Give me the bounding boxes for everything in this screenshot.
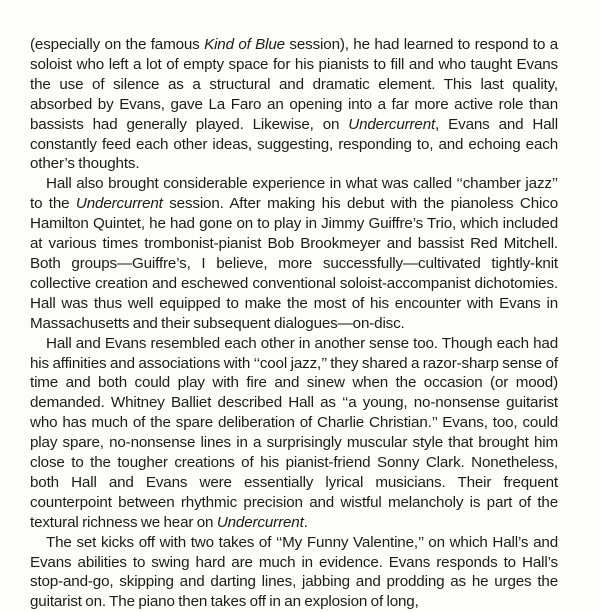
album-title: Undercurrent: [216, 513, 304, 531]
paragraph-2: [30, 174, 558, 333]
album-title: Undercurrent: [75, 195, 163, 213]
text-run: Hall and Evans resembled each other in another sense too. Though each had his affinities and associations with ‘‘cool jazz,’’ they shared a razor-sharp sense of time and both could play with fire and sinew when the occasion (or mood) demanded. Whitney Balliet described Hall as ‘‘a young, no-nonsense guitarist who has much of the spare deliberation of Charlie Christian.’’ Evans, too, could play spare, no-nonsense lines in a surprisingly muscular style that brought him close to the tougher creations of his pianist-friend Sonny Clark. Nonetheless, both Hall and Evans were essentially lyrical musicians. Their frequent counterpoint between rhythmic precision and wistful melancholy is part of the textural richness we hear on: [30, 334, 558, 531]
paragraph-1: [30, 35, 558, 174]
paragraph-3: [30, 334, 558, 533]
text-run: .: [303, 513, 308, 531]
text-run: session), he had learned to respond to a soloist who left a lot of empty space for his pianists to fill and who taught Evans the use of silence as a structural and dramatic element. This last quality, absorbed by Evans, gave La Faro an opening into a far more active role than bassists had generally played. Likewise, on: [30, 36, 559, 133]
album-title: Kind of Blue: [204, 36, 285, 53]
paragraph-4: [30, 533, 558, 612]
body-text: [30, 35, 558, 612]
text-run: Hall also brought considerable experience in what was called ‘‘chamber jazz’’ to the: [30, 175, 558, 213]
text-run: session. After making his debut with the pianoless Chico Hamilton Quintet, he had gone on to play in Jimmy Guiffre’s Trio, which included at various times trombonist-pianist Bob Brookmeyer and bassist Red Mitchell. Both groups—Guiffre’s, I believe, more successfully—cultivated tightly-knit collective creation and eschewed conventional soloist-accompanist dichotomies. Hall was thus well equipped to make the most of his encounter with Evans in Massachusetts and their subsequent dialogues—on-disc.: [30, 195, 558, 332]
text-run: The set kicks off with two takes of ‘‘My Funny Valentine,’’ on which Hall’s and Evans abilities to swing hard are much in evidence. Evans responds to Hall’s stop-and-go, skipping and darting lines, jabbing and prodding as he urges the guitarist on. The piano then takes off in an explosion of long,: [30, 533, 558, 611]
text-run: (especially on the famous: [30, 36, 205, 53]
text-run: , Evans and Hall constantly feed each other ideas, suggesting, responding to, and echoing each other’s thoughts.: [30, 115, 558, 173]
album-title: Undercurrent: [348, 115, 436, 133]
